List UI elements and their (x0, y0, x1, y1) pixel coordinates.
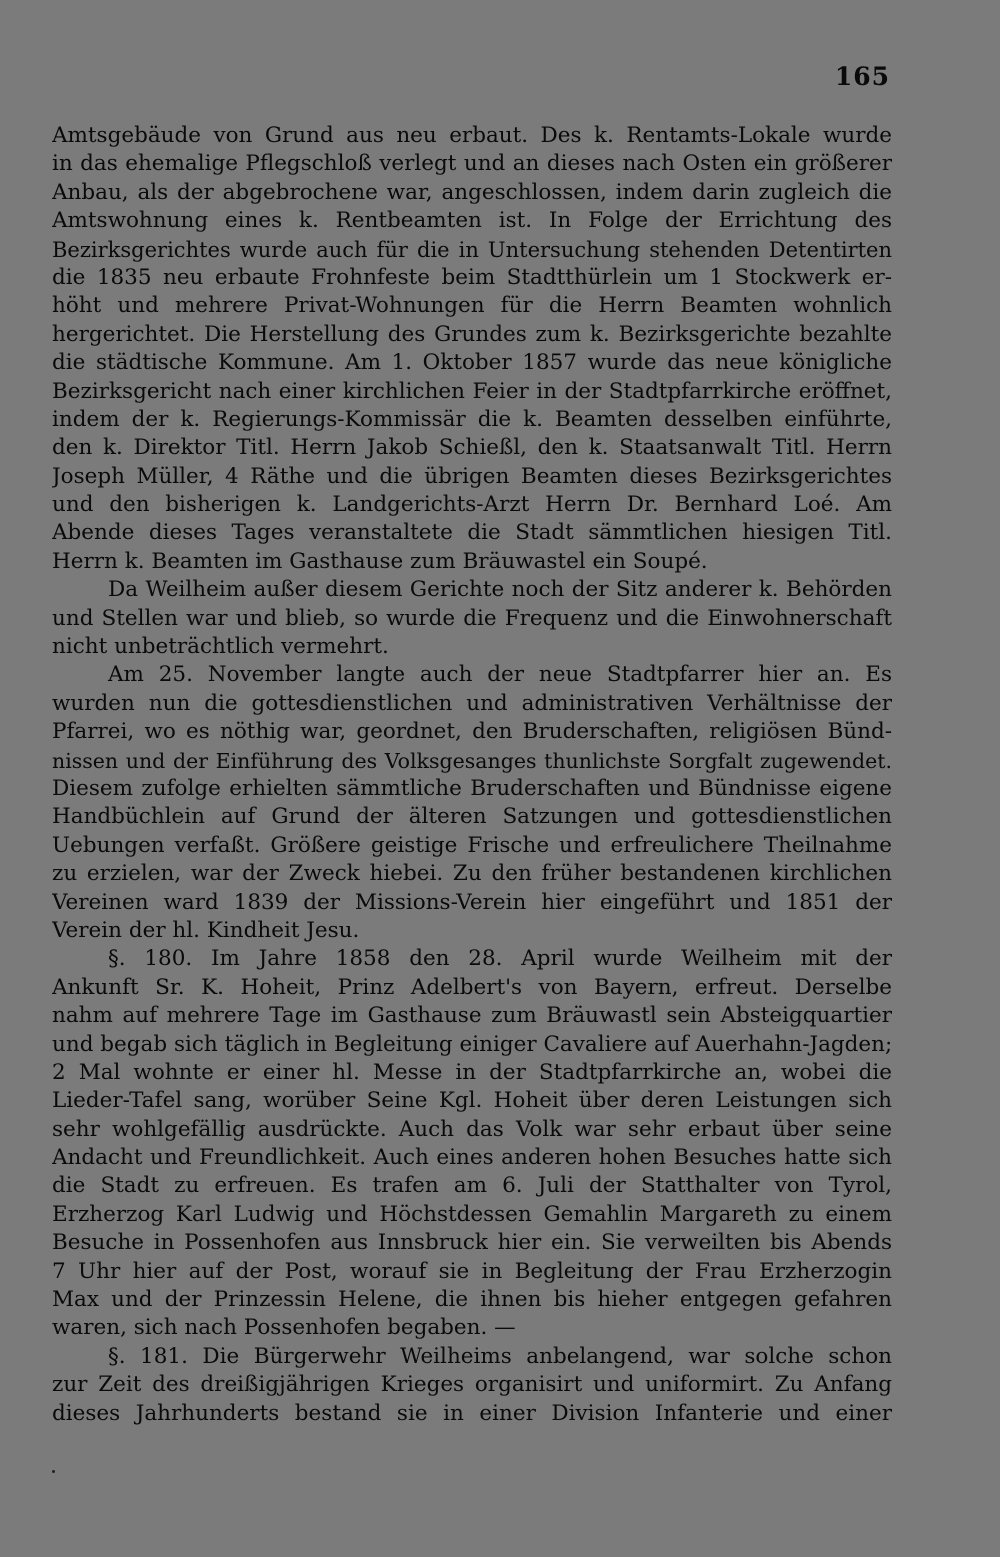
text-line: in das ehemalige Pflegschloß verlegt und an dieses nach Osten ein größerer (52, 151, 892, 177)
text-line: die 1835 neu erbaute Frohnfeste beim Stadtthürlein um 1 Stockwerk er- (52, 264, 892, 290)
text-line: nicht unbeträchtlich vermehrt. (52, 634, 389, 660)
text-line: Max und der Prinzessin Helene, die ihnen bis hieher entgegen gefahren (52, 1287, 892, 1313)
text-line: höht und mehrere Privat-Wohnungen für die Herrn Beamten wohnlich (52, 293, 892, 319)
text-line: hergerichtet. Die Herstellung des Grundes zum k. Bezirksgerichte bezahlte (52, 321, 892, 347)
text-line: Herrn k. Beamten im Gasthause zum Bräuwastel ein Soupé. (52, 548, 708, 574)
text-line: 7 Uhr hier auf der Post, worauf sie in Begleitung der Frau Erzherzogin (52, 1258, 892, 1284)
text-line: und Stellen war und blieb, so wurde die Frequenz und die Einwohnerschaft (52, 605, 892, 631)
text-line: die städtische Kommune. Am 1. Oktober 1857 wurde das neue königliche (52, 350, 892, 376)
text-line: Lieder-Tafel sang, worüber Seine Kgl. Hoheit über deren Leistungen sich (52, 1088, 892, 1114)
print-speck (52, 1470, 55, 1473)
text-line: 2 Mal wohnte er einer hl. Messe in der Stadtpfarrkirche an, wobei die (52, 1059, 892, 1085)
text-line: zur Zeit des dreißigjährigen Krieges organisirt und uniformirt. Zu Anfang (52, 1372, 892, 1398)
text-line: nissen und der Einführung des Volksgesanges thunlichste Sorgfalt zugewendet. (52, 748, 892, 773)
text-line: indem der k. Regierungs-Kommissär die k. Beamten desselben einführte, (52, 406, 892, 432)
text-line: Bezirksgerichtes wurde auch für die in Untersuchung stehenden Detentirten (52, 237, 892, 262)
text-line: §. 180. Im Jahre 1858 den 28. April wurde Weilheim mit der (108, 946, 892, 972)
text-line: Erzherzog Karl Ludwig und Höchstdessen Gemahlin Margareth zu einem (52, 1201, 892, 1227)
text-line: zu erzielen, war der Zweck hiebei. Zu den früher bestandenen kirchlichen (52, 861, 892, 887)
text-line: Handbüchlein auf Grund der älteren Satzungen und gottesdienstlichen (52, 804, 892, 830)
text-line: dieses Jahrhunderts bestand sie in einer Division Infanterie und einer (52, 1400, 892, 1426)
text-line: Ankunft Sr. K. Hoheit, Prinz Adelbert's von Bayern, erfreut. Derselbe (52, 974, 892, 1000)
text-line: Amtsgebäude von Grund aus neu erbaut. Des k. Rentamts-Lokale wurde (52, 123, 892, 148)
text-line: Uebungen verfaßt. Größere geistige Frische und erfreulichere Theilnahme (52, 832, 892, 858)
text-line: Verein der hl. Kindheit Jesu. (52, 917, 360, 943)
text-line: Abende dieses Tages veranstaltete die Stadt sämmtlichen hiesigen Titl. (52, 520, 892, 546)
text-line: wurden nun die gottesdienstlichen und administrativen Verhältnisse der (52, 690, 892, 716)
text-line: Joseph Müller, 4 Räthe und die übrigen Beamten dieses Bezirksgerichtes (52, 463, 892, 489)
text-line: Amtswohnung eines k. Rentbeamten ist. In Folge der Errichtung des (52, 208, 892, 234)
text-line: die Stadt zu erfreuen. Es trafen am 6. Juli der Statthalter von Tyrol, (52, 1173, 892, 1199)
text-line: den k. Direktor Titl. Herrn Jakob Schießl, den k. Staatsanwalt Titl. Herrn (52, 435, 892, 461)
text-line: Andacht und Freundlichkeit. Auch eines anderen hohen Besuches hatte sich (52, 1145, 892, 1171)
text-line: Bezirksgericht nach einer kirchlichen Feier in der Stadtpfarrkirche eröffnet, (52, 378, 892, 404)
text-line: Da Weilheim außer diesem Gerichte noch der Sitz anderer k. Behörden (108, 577, 892, 603)
text-line: nahm auf mehrere Tage im Gasthause zum Bräuwastl sein Absteigquartier (52, 1003, 892, 1029)
text-line: Am 25. November langte auch der neue Stadtpfarrer hier an. Es (108, 662, 892, 688)
text-line: Diesem zufolge erhielten sämmtliche Bruderschaften und Bündnisse eigene (52, 775, 892, 801)
text-line: und begab sich täglich in Begleitung einiger Cavaliere auf Auerhahn-Jagden; (52, 1031, 892, 1057)
text-line: Pfarrei, wo es nöthig war, geordnet, den Bruderschaften, religiösen Bünd- (52, 719, 892, 745)
text-line: waren, sich nach Possenhofen begaben. — (52, 1315, 516, 1341)
text-line: Vereinen ward 1839 der Missions-Verein hier eingeführt und 1851 der (52, 889, 892, 915)
text-line: sehr wohlgefällig ausdrückte. Auch das Volk war sehr erbaut über seine (52, 1116, 892, 1142)
page-number: 165 (834, 62, 890, 91)
text-line: und den bisherigen k. Landgerichts-Arzt Herrn Dr. Bernhard Loé. Am (52, 492, 892, 518)
text-line: §. 181. Die Bürgerwehr Weilheims anbelangend, war solche schon (108, 1343, 892, 1369)
text-line: Anbau, als der abgebrochene war, angeschlossen, indem darin zugleich die (52, 179, 892, 205)
text-line: Besuche in Possenhofen aus Innsbruck hier ein. Sie verweilten bis Abends (52, 1230, 892, 1256)
text-body (52, 122, 892, 1428)
